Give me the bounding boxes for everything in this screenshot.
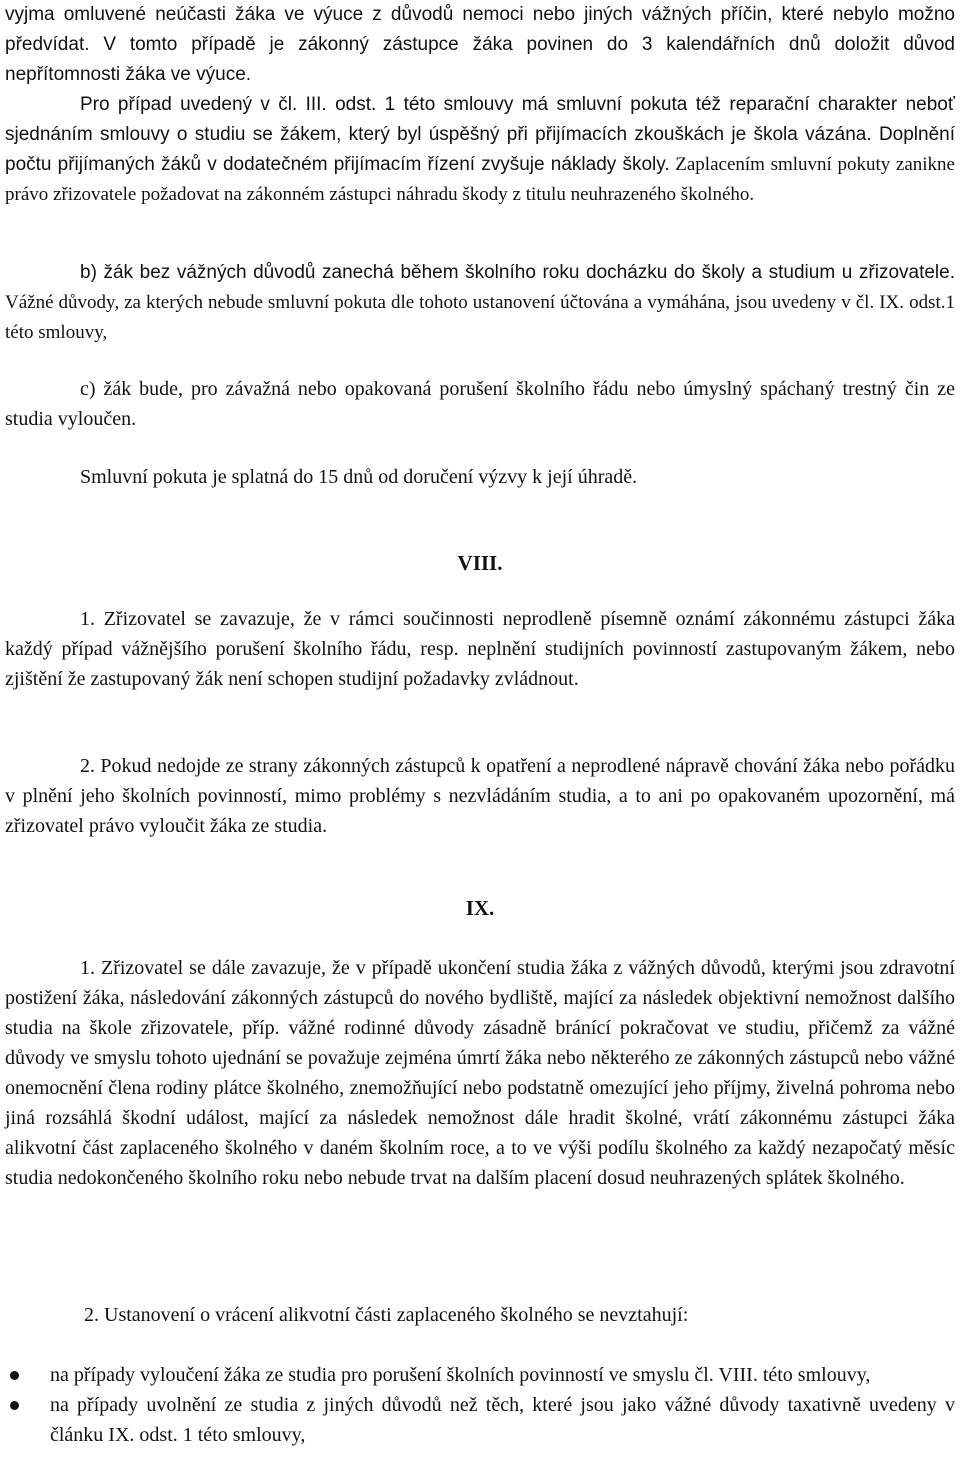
- exceptions-list: [0, 1360, 960, 1450]
- paragraph-reparation: [5, 90, 955, 210]
- paragraph-viii-2: 2. Pokud nedojde ze strany zákonných zástupců k opatření a neprodlené nápravě chování žáka nebo pořádku v plnění jeho školních povinností, mimo problémy s nezvládáním studia, a to ani po opakovaném upozornění, má zřizovatel právo vyloučit žáka ze studia.: [5, 755, 955, 837]
- paragraph-item-b-part1: b) žák bez vážných důvodů zanechá během školního roku docházku do školy a studium u zřizovatele.: [80, 262, 955, 283]
- paragraph-item-b: [5, 258, 955, 348]
- section-heading-viii: VIII.: [457, 551, 503, 575]
- paragraph-viii-1: 1. Zřizovatel se zavazuje, že v rámci součinnosti neprodleně písemně oznámí zákonnému zástupci žáka každý případ vážnějšího porušení školního řádu, resp. neplnění studijních povinností zastupovaným žákem, nebo zjištění že zastupovaný žák není schopen studijní požadavky zvládnout.: [5, 608, 955, 690]
- list-item: [0, 1360, 955, 1390]
- bullet-icon: [10, 1371, 19, 1380]
- paragraph-reparation-part1: Pro případ uvedený v čl. III. odst. 1 této smlouvy má smluvní pokuta též reparační charakter neboť sjednáním smlouvy o studiu se žákem, který byl úspěšný při přijímacích zkouškách je škola vázána. Doplnění počtu přijímaných žáků v dodatečném přijímacím řízení zvyšuje náklady školy.: [5, 94, 955, 175]
- list-item-text: na případy uvolnění ze studia z jiných důvodů než těch, které jsou jako vážné důvody taxativně uvedeny v článku IX. odst. 1 této smlouvy,: [50, 1394, 955, 1446]
- list-item-text: na případy vyloučení žáka ze studia pro porušení školních povinností ve smyslu čl. VIII. této smlouvy,: [50, 1364, 871, 1386]
- paragraph-due-date: Smluvní pokuta je splatná do 15 dnů od doručení výzvy k její úhradě.: [80, 466, 638, 488]
- paragraph-ix-1: 1. Zřizovatel se dále zavazuje, že v případě ukončení studia žáka z vážných důvodů, kterými jsou zdravotní postižení žáka, následování zákonných zástupců do nového bydliště, mající za následek objektivní nemožnost dalšího studia na škole zřizovatele, příp. vážné rodinné důvody zásadně bránící pokračovat ve studiu, přičemž za vážné důvody ve smyslu tohoto ujednání se považuje zejména úmrtí žáka nebo některého ze zákonných zástupců nebo vážné onemocnění člena rodiny plátce školného, znemožňující nebo podstatně omezující jeho příjmy, živelná pohroma nebo jiná rozsáhlá škodní událost, mající za následek nemožnost dále hradit školné, vrátí zákonnému zástupci žáka alikvotní část zaplaceného školného v daném školním roce, a to ve výši podílu školného za každý nezapočatý měsíc studia nedokončeného školního roku nebo nebude trvat na dalším placení dosud neuhrazených splátek školného.: [5, 957, 955, 1189]
- section-heading-ix: IX.: [465, 896, 495, 920]
- paragraph-absence: vyjma omluvené neúčasti žáka ve výuce z důvodů nemoci nebo jiných vážných příčin, které nebylo možno předvídat. V tomto případě je zákonný zástupce žáka povinen do 3 kalendářních dnů doložit důvod nepřítomnosti žáka ve výuce.: [5, 4, 955, 85]
- bullet-icon: [10, 1401, 19, 1410]
- paragraph-item-b-part2: Vážné důvody, za kterých nebude smluvní pokuta dle tohoto ustanovení účtována a vymáhána, jsou uvedeny v čl. IX. odst.1 této smlouvy,: [5, 292, 955, 343]
- paragraph-item-c: c) žák bude, pro závažná nebo opakovaná porušení školního řádu nebo úmyslný spáchaný trestný čin ze studia vyloučen.: [5, 378, 955, 430]
- paragraph-ix-2: 2. Ustanovení o vrácení alikvotní části zaplaceného školného se nevztahují:: [84, 1304, 689, 1326]
- paragraph-reparation-part2: Zaplacením smluvní pokuty zanikne právo zřizovatele požadovat na zákonném zástupci náhradu škody z titulu neuhrazeného školného.: [5, 154, 955, 205]
- list-item: [0, 1390, 955, 1450]
